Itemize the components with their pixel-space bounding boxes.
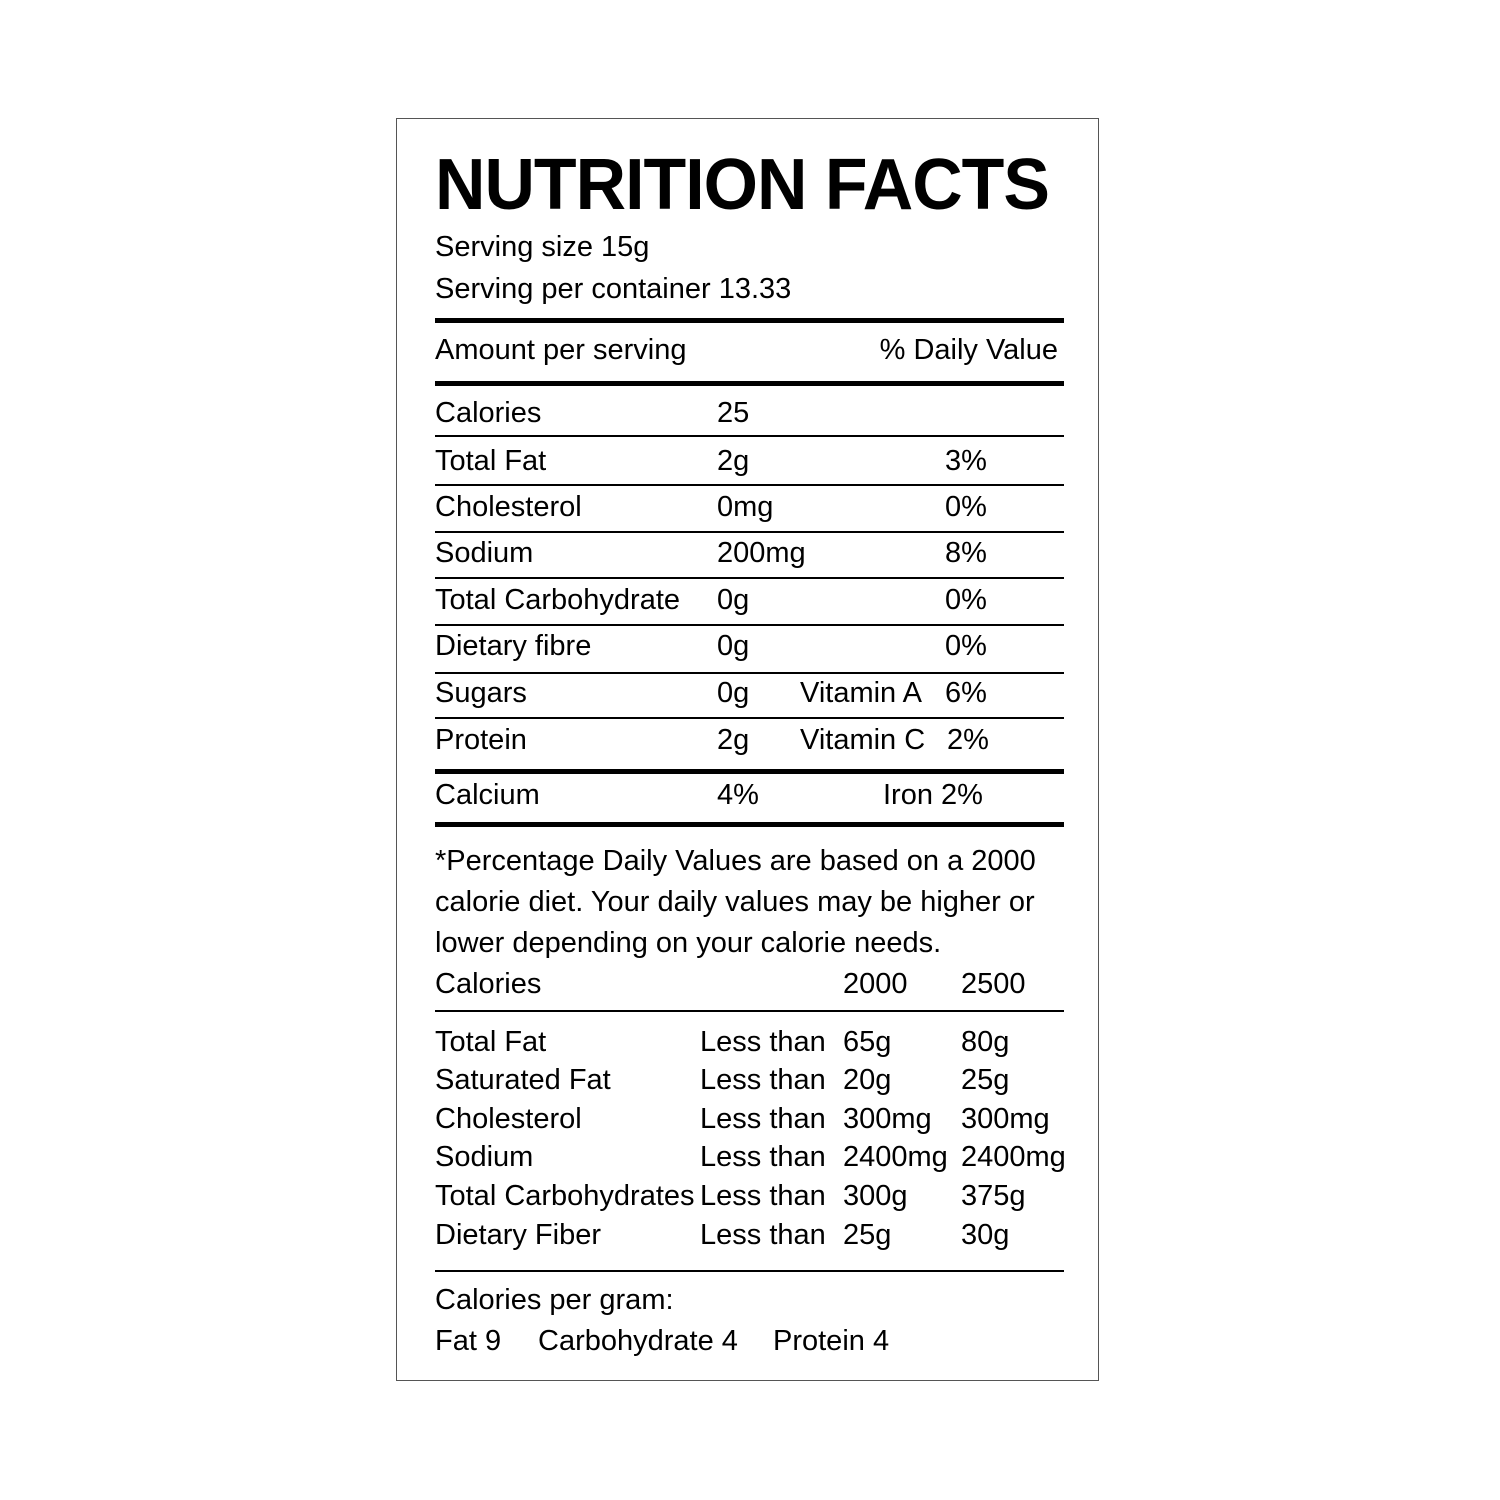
reference-value-2000: 300g [843, 1180, 908, 1212]
reference-value-2000: 25g [843, 1219, 892, 1251]
carbohydrate-per-gram: Carbohydrate 4 [538, 1325, 738, 1357]
calcium-label: Calcium [435, 779, 540, 811]
servings-per-container: Serving per container 13.33 [435, 273, 792, 305]
footnote-line: calorie diet. Your daily values may be higher or [435, 886, 1035, 918]
row-divider [435, 717, 1064, 719]
reference-calories-label: Calories [435, 968, 542, 1000]
nutrition-label [396, 118, 1099, 1381]
reference-name: Sodium [435, 1141, 534, 1173]
reference-limit: Less than [700, 1026, 826, 1058]
nutrient-name: Sodium [435, 537, 534, 569]
nutrient-name: Sugars [435, 677, 527, 709]
reference-limit: Less than [700, 1103, 826, 1135]
serving-size: Serving size 15g [435, 231, 650, 263]
nutrient-daily-value: 3% [945, 445, 987, 477]
reference-name: Total Fat [435, 1026, 547, 1058]
reference-limit: Less than [700, 1141, 826, 1173]
row-divider [435, 577, 1064, 579]
row-divider [435, 624, 1064, 626]
nutrient-daily-value: 8% [945, 537, 987, 569]
nutrient-name: Calories [435, 397, 542, 429]
footnote-line: lower depending on your calorie needs. [435, 927, 942, 959]
footnote-line: *Percentage Daily Values are based on a 2000 [435, 845, 1036, 877]
nutrient-name: Total Carbohydrate [435, 584, 681, 616]
nutrient-amount: 0g [717, 630, 750, 662]
nutrient-amount: 2g [717, 445, 750, 477]
reference-value-2500: 2400mg [961, 1141, 1066, 1173]
vitamin-name: Vitamin A [800, 677, 922, 709]
reference-value-2000: 2400mg [843, 1141, 948, 1173]
reference-col-2500: 2500 [961, 968, 1026, 1000]
nutrient-amount: 25 [717, 397, 750, 429]
reference-name: Saturated Fat [435, 1064, 611, 1096]
row-divider [435, 672, 1064, 674]
nutrient-amount: 0g [717, 584, 750, 616]
thick-divider [435, 822, 1064, 827]
nutrient-daily-value: 0% [945, 630, 987, 662]
nutrient-name: Protein [435, 724, 527, 756]
row-divider [435, 1270, 1064, 1272]
nutrient-amount: 0mg [717, 491, 774, 523]
reference-value-2500: 375g [961, 1180, 1026, 1212]
reference-name: Total Carbohydrates [435, 1180, 695, 1212]
nutrient-daily-value: 0% [945, 584, 987, 616]
nutrient-daily-value: 6% [945, 677, 987, 709]
nutrient-name: Dietary fibre [435, 630, 592, 662]
thick-divider [435, 769, 1064, 774]
row-divider [435, 531, 1064, 533]
thick-divider [435, 318, 1064, 323]
protein-per-gram: Protein 4 [773, 1325, 890, 1357]
reference-name: Cholesterol [435, 1103, 582, 1135]
label-title: NUTRITION FACTS [435, 145, 1049, 225]
nutrient-amount: 200mg [717, 537, 806, 569]
thick-divider [435, 381, 1064, 386]
calcium-value: 4% [717, 779, 759, 811]
row-divider [435, 484, 1064, 486]
vitamin-name: Vitamin C [800, 724, 926, 756]
nutrient-name: Cholesterol [435, 491, 582, 523]
row-divider [435, 1010, 1064, 1012]
reference-limit: Less than [700, 1219, 826, 1251]
reference-limit: Less than [700, 1064, 826, 1096]
reference-value-2000: 65g [843, 1026, 892, 1058]
nutrient-amount: 2g [717, 724, 750, 756]
reference-value-2500: 25g [961, 1064, 1010, 1096]
reference-value-2500: 80g [961, 1026, 1010, 1058]
nutrient-daily-value: 2% [947, 724, 989, 756]
calories-per-gram-label: Calories per gram: [435, 1284, 674, 1316]
nutrient-amount: 0g [717, 677, 750, 709]
daily-value-header: % Daily Value [879, 334, 1058, 366]
amount-per-serving-header: Amount per serving [435, 334, 687, 366]
nutrient-name: Total Fat [435, 445, 547, 477]
nutrient-daily-value: 0% [945, 491, 987, 523]
iron-value: Iron 2% [883, 779, 983, 811]
reference-name: Dietary Fiber [435, 1219, 601, 1251]
reference-value-2500: 30g [961, 1219, 1010, 1251]
reference-limit: Less than [700, 1180, 826, 1212]
reference-col-2000: 2000 [843, 968, 908, 1000]
reference-value-2000: 20g [843, 1064, 892, 1096]
fat-per-gram: Fat 9 [435, 1325, 502, 1357]
row-divider [435, 435, 1064, 437]
reference-value-2000: 300mg [843, 1103, 932, 1135]
reference-value-2500: 300mg [961, 1103, 1050, 1135]
